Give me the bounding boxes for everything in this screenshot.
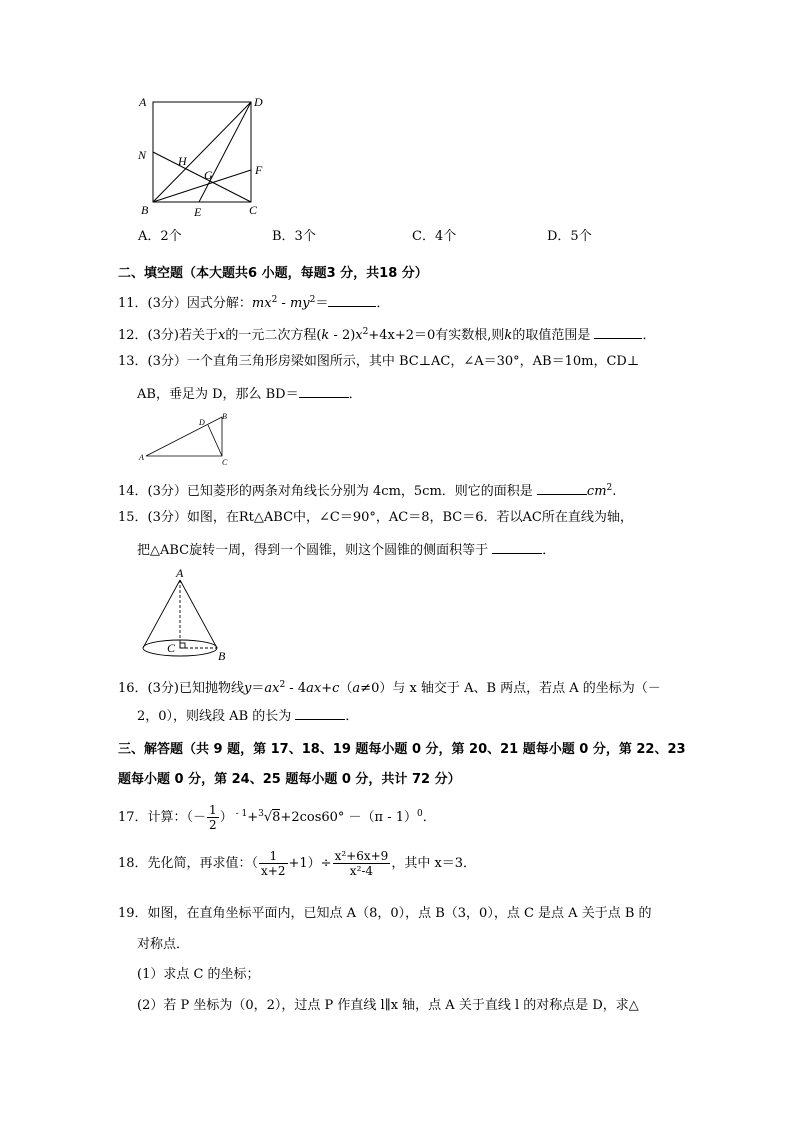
q11-sup-a: 2 [271, 295, 278, 305]
q17-root-index: 3 [258, 809, 264, 819]
q11-answer-blank[interactable] [328, 294, 376, 307]
question-19-sub1: (1）求点 C 的坐标； [137, 967, 260, 982]
q12-p5: 的取值范围是 [512, 328, 591, 343]
q11-prefix: 11．(3分）因式分解： [118, 296, 252, 311]
q16-sup: 2 [279, 680, 286, 690]
fig10-label-H: H [178, 154, 187, 168]
q18-f2-num: x²+6x+9 [334, 849, 389, 863]
q12-end: ． [642, 328, 656, 343]
q12-k: k [321, 328, 330, 343]
q17-prefix: 17．计算：（－ [118, 810, 207, 825]
q18-f1-num: 1 [259, 849, 287, 864]
q14-unit: cm [586, 484, 607, 499]
question-19-sub2: (2）若 P 坐标为（0，2），过点 P 作直线 l∥x 轴，点 A 关于直线 l 的对称点是 D，求△ [137, 998, 639, 1013]
q17-sup0: 0 [417, 809, 423, 819]
q11-expr-a: mx [251, 296, 272, 311]
fig10-label-B: B [141, 203, 149, 217]
question-13-line1: 13．(3分）一个直角三角形房梁如图所示，其中 BC⊥AC，∠A＝30°，AB＝10m，CD⊥ [118, 354, 640, 369]
q14-end: . [612, 484, 617, 499]
q18-fraction-1 [259, 849, 287, 878]
q15-fig-label-B: B [218, 649, 226, 663]
fig10-label-C: C [249, 203, 258, 217]
q16-end: ． [345, 709, 359, 724]
q13-line2a: AB，垂足为 D，那么 BD＝ [137, 387, 299, 402]
q16-answer-blank[interactable] [295, 707, 345, 720]
question-16-line2 [137, 707, 358, 725]
q18-f1-den: x+2 [261, 864, 286, 878]
q17-root-sign: √ [263, 810, 273, 825]
q10-option-b: B．3个 [272, 229, 316, 244]
q15-line2: 把△ABC旋转一周，得到一个圆锥，则这个圆锥的侧面积等于 [137, 543, 489, 558]
q17-frac-den: 2 [209, 818, 217, 832]
q17-close: ） [219, 810, 233, 825]
question-16-line1 [118, 677, 661, 697]
q13-fig-label-A: A [139, 453, 144, 462]
q18-plus1: +1）÷ [288, 856, 332, 871]
q15-fig-label-C: C [167, 641, 176, 655]
q13-fig-label-C: C [222, 458, 228, 467]
section2-heading: 二、填空题（本大题共6 小题，每题3 分，共18 分） [118, 266, 428, 281]
q17-rest: +2cos60° －（π - 1） [280, 810, 418, 825]
q16-line1e: ≠0）与 x 轴交于 A、B 两点，若点 A 的坐标为（－ [360, 681, 661, 696]
fig10-label-N: N [138, 148, 147, 162]
fig10-label-G: G [204, 168, 213, 182]
q15-answer-blank[interactable] [492, 541, 542, 554]
q12-prefix: 12．(3分)若关于 [118, 328, 218, 343]
q17-root-value: 8 [272, 810, 281, 825]
fig10-label-F: F [255, 163, 263, 177]
q17-sup1: - 1 [232, 809, 248, 819]
q11-end: ． [376, 296, 390, 311]
q18-f2-den: x²-4 [349, 864, 374, 878]
q16-eq: ＝ [251, 681, 265, 696]
q10-option-d: D．5个 [547, 229, 592, 244]
fig10-label-D: D [254, 95, 263, 109]
section3-heading-line1: 三、解答题（共 9 题，第 17、18、19 题每小题 0 分，第 20、21 题每小题 0 分，第 22、23 [118, 742, 686, 757]
q12-p3: - 2) [329, 328, 356, 343]
q14-text: 14．(3分）已知菱形的两条对角线长分别为 4cm，5cm．则它的面积是 [118, 484, 533, 499]
q17-plus: + [247, 810, 259, 825]
q18-fraction-2 [333, 849, 391, 878]
question-19-line1: 19．如图，在直角坐标平面内，已知点 A（8，0），点 B（3，0），点 C 是点 A 关于点 B 的 [118, 906, 652, 921]
q12-x2: x [355, 328, 363, 343]
q16-y: y [243, 681, 252, 696]
q17-fraction [207, 803, 219, 832]
question-18 [118, 846, 476, 882]
q11-mid: - my [277, 296, 310, 311]
q16-line1a: 16．(3分)已知抛物线 [118, 681, 244, 696]
q12-answer-blank[interactable] [594, 326, 642, 339]
question-15-line2 [137, 541, 555, 559]
q16-c: c [332, 681, 340, 696]
q10-figure [135, 92, 270, 222]
q15-fig-label-A: A [176, 566, 184, 580]
q12-sup: 2 [362, 327, 369, 337]
q16-line1b: - 4 [285, 681, 307, 696]
q13-line2b: ． [348, 387, 362, 402]
q17-end: ． [422, 810, 436, 825]
q12-k2: k [504, 328, 513, 343]
q10-option-a: A．2个 [138, 229, 182, 244]
q16-line1c: + [321, 681, 333, 696]
q18-suffix: ，其中 x＝3． [391, 856, 477, 871]
q14-sup: 2 [606, 483, 613, 493]
q13-figure [136, 410, 236, 468]
question-15-line1: 15．(3分）如图，在Rt△ABC中，∠C＝90°，AC＝8，BC＝6．若以AC所在直线为轴， [118, 510, 633, 525]
question-17 [118, 798, 436, 834]
q12-p4: +4x+2＝0有实数根,则 [368, 328, 505, 343]
q16-line1d: （ [339, 681, 353, 696]
fig10-label-A: A [139, 95, 147, 109]
q16-line2: 2，0），则线段 AB 的长为 [137, 709, 292, 724]
question-13-line2 [137, 385, 362, 403]
q12-p2: 的一元二次方程( [225, 328, 322, 343]
q17-frac-num: 1 [209, 803, 217, 817]
question-19-line2: 对称点． [137, 937, 190, 952]
q15-cone-figure [138, 566, 238, 664]
question-11 [118, 292, 389, 312]
q16-ax: ax [264, 681, 280, 696]
q12-x: x [217, 328, 226, 343]
question-12 [118, 324, 655, 344]
q14-answer-blank[interactable] [537, 482, 587, 495]
q15-end: ． [542, 543, 556, 558]
q16-a: a [352, 681, 361, 696]
q10-option-c: C．4个 [412, 229, 457, 244]
q16-ax2: ax [306, 681, 322, 696]
q13-answer-blank[interactable] [299, 385, 349, 398]
q13-fig-label-D: D [199, 418, 205, 427]
fig10-label-E: E [194, 205, 202, 219]
q18-prefix: 18．先化简，再求值：（ [118, 856, 259, 871]
q13-fig-label-B: B [222, 412, 227, 421]
question-14 [118, 480, 616, 500]
q11-eq: ＝ [315, 296, 329, 311]
q11-sup-b: 2 [309, 295, 316, 305]
section3-heading-line2: 题每小题 0 分，第 24、25 题每小题 0 分，共计 72 分） [118, 772, 461, 787]
